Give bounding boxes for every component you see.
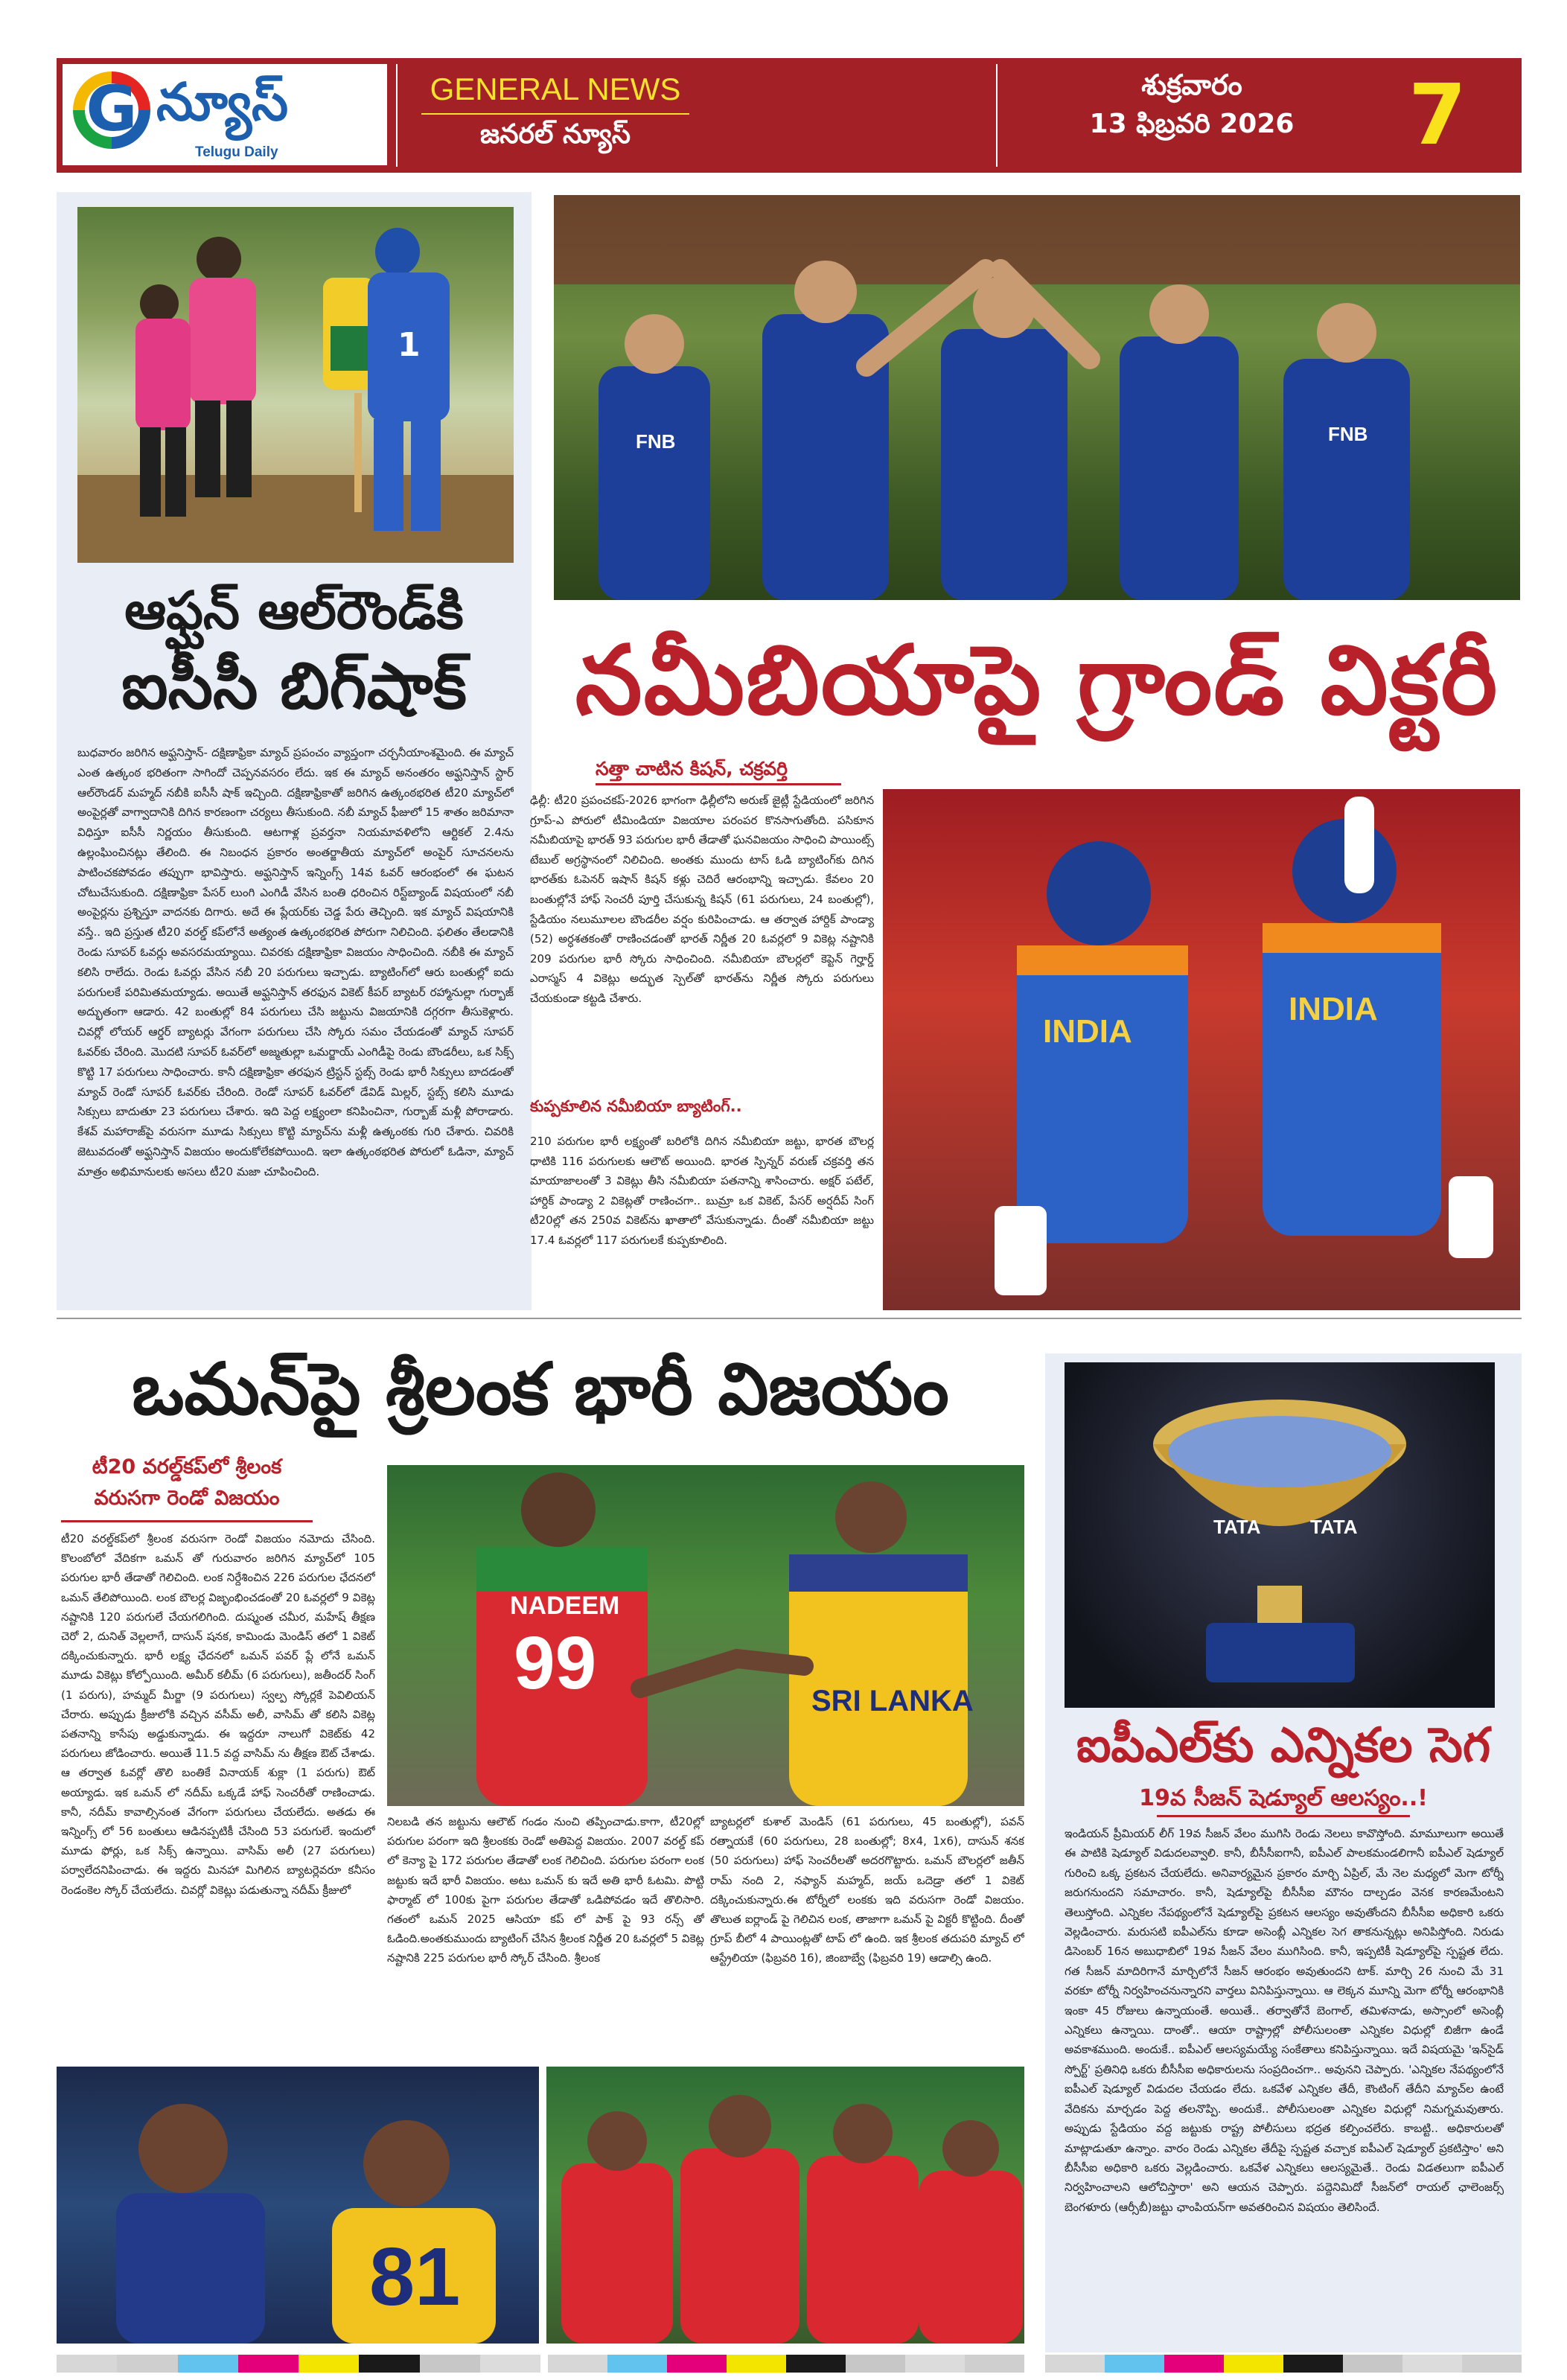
masthead-divider xyxy=(996,64,998,167)
namibia-jersey-text: FNB xyxy=(636,430,676,453)
story-ipl-panel xyxy=(1045,1353,1522,2352)
logo-letter: G xyxy=(86,72,138,145)
paper-title-telugu: జనరల్ న్యూస్ xyxy=(479,119,631,150)
srilanka-jersey-text: SRI LANKA xyxy=(811,1685,974,1717)
print-color-bar xyxy=(57,2355,540,2373)
afghan-headline-line1: ఆఫ్ఘన్ ఆల్‌రౌండ్‌కి xyxy=(124,580,464,641)
svg-text:1: 1 xyxy=(398,326,421,364)
celebration-jersey-number: 81 xyxy=(369,2231,461,2323)
ipl-subhead: 19వ సీజన్ షెడ్యూల్ ఆలస్యం..! xyxy=(1139,1785,1428,1811)
namibia-subhead-batting: కుప్పకూలిన నమీబియా బ్యాటింగ్.. xyxy=(530,1097,742,1115)
masthead-divider xyxy=(396,64,398,167)
section-divider xyxy=(57,1318,1522,1319)
namibia-headline: నమీబియాపై గ్రాండ్ విక్టరీ xyxy=(575,625,1499,736)
photo-namibia-team-celebration xyxy=(554,195,1520,600)
srilanka-celebration-illustration xyxy=(57,2067,539,2344)
handshake-illustration xyxy=(387,1465,1024,1806)
photo-srilanka-celebration xyxy=(57,2067,539,2344)
srilanka-subhead-box xyxy=(61,1452,313,1522)
tata-logo-text: TATA xyxy=(1213,1516,1261,1538)
issue-day: శుక్రవారం xyxy=(1141,68,1242,101)
namibia-story-body-part2: 210 పరుగుల భారీ లక్ష్యంతో బరిలోకి దిగిన నమీబియా జట్టు, భారత బౌలర్ల ధాటికి 116 పరుగులకు ఆలౌట్ అయింది. భారత స్పిన్నర్ వరుణ్ చక్రవర్తి తన మాయాజాలంతో 3 వికెట్లు తీసి నమీబియా పతనాన్ని శాసించారు. అక్షర్ పటేల్, హార్దిక్ పాండ్యా 2 వికెట్లతో రాణించగా.. బుమ్రా ఒక వికెట్, పేసర్ అర్షదీప్ సింగ్ టీ20ల్లో తన 250వ వికెట్‌ను ఖాతాలో వేసుకున్నాడు. దీంతో నమీబియా జట్టు 17.4 ఓవర్లలో 117 పరుగులకే కుప్పకూలింది. xyxy=(530,1135,874,1247)
story-afghan-panel xyxy=(57,192,532,1310)
oman-huddle-illustration xyxy=(546,2067,1024,2344)
photo-umpire-argument xyxy=(77,207,514,563)
tata-logo-text: TATA xyxy=(1310,1516,1358,1538)
india-jersey-text: INDIA xyxy=(1043,1013,1132,1050)
masthead xyxy=(57,58,1522,173)
issue-date: 13 ఫిబ్రవరి 2026 xyxy=(1089,109,1295,139)
srilanka-story-body-part2: నిలబడి తన జట్టును ఆలౌట్ గండం నుంచి తప్పించాడు.కాగా, టీ20ల్లో పరుగుల పరంగా ఇది శ్రీలంకకు రెండో అతిపెద్ద విజయం. 2007 వరల్డ్ కప్ లో కెన్యా పై 172 పరుగుల తేడాతో లంక గెలిచింది. పరుగుల పరంగా లంక జట్టుకు ఇదే భారీ విజయం. అటు ఒమన్ కు ఇదే అతి భారీ ఓటమి. పొట్టి ఫార్మాట్ లో 100కు పైగా పరుగుల తేడాతో ఒడిపోవడం ఇదే తొలిసారి. గతంలో ఒమన్ 2025 ఆసియా కప్ లో పాక్ పై 93 రన్స్ తో ఓడింది.అంతకుముందు బ్యాటింగ్ చేసిన శ్రీలంక నిర్ణీత 20 ఓవర్లలో 5 వికెట్ల నష్టానికి 225 పరుగుల భారీ స్కోర్ చేసింది. శ్రీలంక xyxy=(387,1815,704,1965)
srilanka-subhead: టీ20 వరల్డ్‌కప్‌లో శ్రీలంక వరుసగా రెండో విజయం xyxy=(92,1455,282,1510)
afghan-story-body: బుధవారం జరిగిన అఫ్ఘనిస్తాన్- దక్షిణాఫ్రికా మ్యాచ్ ప్రపంచం వ్యాప్తంగా చర్చనీయాంశమైంది. ఈ మ్యాచ్ ఎంత ఉత్కంఠ భరితంగా సాగిందో చెప్పనవసరం లేదు. ఇక ఈ మ్యాచ్ అనంతరం అఫ్ఘనిస్తాన్ స్టార్ ఆల్‌రౌండర్ మహ్మద్ నబీకి ఐసీసీ షాక్ ఇచ్చింది. దక్షిణాఫ్రికాతో జరిగిన ఉత్కంఠభరిత టీ20 మ్యాచ్‌లో అంపైర్లతో వాగ్వాదానికి దిగిన కారణంగా చర్యలు తీసుకుంది. నబీ మ్యాచ్ ఫీజులో 15 శాతం జరిమానా విధిస్తూ ఐసీసీ నిర్ణయం తీసుకుంది. ఆటగాళ్ల ప్రవర్తనా నియమావళిలోని ఆర్టికల్ 2.4ను ఉల్లంఘించినట్లు తేలింది. ఈ నిబంధన ప్రకారం అంతర్జాతీయ మ్యాచ్‌లో అంపైర్ సూచనలను పాటించకపోవడం తప్పుగా భావిస్తారు. అఫ్ఘనిస్తాన్ ఇన్నింగ్స్ 14వ ఓవర్ ఆరంభంలో ఈ ఘటన చోటుచేసుకుంది. దక్షిణాఫ్రికా పేసర్ లుంగి ఎంగిడీ వేసిన బంతి ధరించిన రిస్ట్‌బ్యాండ్ విషయంలో నబీ అంపైర్లను ప్రశ్నిస్తూ వాదనకు దిగారు. అదే ఈ ప్లేయర్‌కు చెడ్డ పేరు తెచ్చింది. ఇక మ్యాచ్ విషయానికి వస్తే.. ఇది ప్రస్తుత టీ20 వరల్డ్ కప్‌లోనే అత్యంత ఉత్కంఠభరిత పోరుగా నిలిచింది. ఫలితం తేలడానికి రెండు సూపర్ ఓవర్లు అవసరమయ్యాయి. చివరకు దక్షిణాఫ్రికా విజయం సాధించింది. నబీకి ఈ మ్యాచ్ కలిసి రాలేదు. రెండు ఓవర్లు వేసిన నబీ 20 పరుగులు ఇచ్చాడు. బ్యాటింగ్‌లో ఆరు బంతుల్లో ఐదు పరుగులకే పరిమితమయ్యాడు. అయితే అఫ్ఘనిస్తాన్ తరఫున వికెట్ కీపర్ బ్యాటర్ రహ్మానుల్లా గుర్బాజ్ అద్భుతంగా ఆడారు. 42 బంతుల్లో 84 పరుగులు చేసి జట్టును విజయానికి దగ్గరగా తీసుకెళ్లారు. చివర్లో లోయర్ ఆర్డర్ బ్యాటర్లు వేగంగా పరుగులు చేసి స్కోరు సమం చేయడంతో మ్యాచ్ సూపర్ ఓవర్‌కు చేరింది. మొదటి సూపర్ ఓవర్‌లో అజ్మతుల్లా ఒమర్జాయ్ ఎంగిడీపై రెండు బౌండరీలు, ఒక సిక్స్ కొట్టి 17 పరుగులు సాధించారు. కానీ దక్షిణాఫ్రికా తరఫున ట్రిస్టన్ స్టబ్స్ రెండు భారీ సిక్సులు బాదడంతో మ్యాచ్ రెండో సూపర్ ఓవర్‌కు చేరింది. రెండో సూపర్ ఓవర్‌లో డేవిడ్ మిల్లర్, స్టబ్స్ కలిసి మూడు సిక్సులు బాదుతూ 23 పరుగులు చేశారు. ఇది పెద్ద లక్ష్యంలా కనిపించినా, గుర్బాజ్ మళ్లీ పోరాడారు. కేశవ్ మహారాజ్‌పై వరుసగా మూడు సిక్సులు కొట్టి మ్యాచ్‌ను మళ్లీ ఉత్కంఠకు గురి చేశారు. చివరికి జెటువదంతో అఫ్ఘనిస్తాన్ విజయం అందుకోలేకపోయింది. ఇలా ఉత్కంఠభరిత పోరులో ఓడినా, మ్యాచ్ మాత్రం అభిమానులకు అసలు టీ20 మజా చూపించింది. xyxy=(77,746,514,1178)
photo-oman-team-huddle xyxy=(546,2067,1024,2344)
subhead-rule xyxy=(1157,1815,1410,1817)
ipl-headline: ఐపీఎల్‌కు ఎన్నికల సెగ xyxy=(1076,1718,1491,1773)
srilanka-headline: ఒమన్‌పై శ్రీలంక భారీ విజయం xyxy=(132,1347,949,1431)
oman-player-name: NADEEM xyxy=(510,1592,620,1620)
page-number: 7 xyxy=(1408,67,1467,164)
photo-oman-srilanka-handshake xyxy=(387,1465,1024,1806)
paper-title-english: GENERAL NEWS xyxy=(430,71,681,106)
photo-ipl-trophy xyxy=(1065,1362,1495,1708)
ipl-trophy-illustration xyxy=(1065,1362,1495,1708)
namibia-jersey-text: FNB xyxy=(1328,423,1368,445)
photo-india-batters xyxy=(883,789,1520,1310)
logo-subtitle: Telugu Daily xyxy=(195,144,278,160)
srilanka-story-body-part1: టీ20 వరల్డ్‌కప్‌లో శ్రీలంక వరుసగా రెండో విజయం నమోదు చేసింది. కొలంబోలో వేదికగా ఒమన్ తో గురువారం జరిగిన మ్యాచ్‌లో 105 పరుగుల భారీ తేడాతో గెలిచింది. లంక నిర్దేశించిన 226 పరుగుల ఛేదనలో ఒమన్ తేలిపోయింది. లంక బౌలర్ల విజృంభించడంతో 20 ఓవర్లలో 9 వికెట్ల నష్టానికి 120 పరుగులే చేయగలిగింది. దుష్మంత చమీర, మహేష్ తీక్షణ చెరో 2, దునిత్ వెల్లలాగే, దాసున్ షనక, కామిండు మెండిస్ తలో 1 వికెట్ దక్కించుకున్నారు. భారీ లక్ష్య ఛేదనలో ఒమన్ పవర్ ప్లే లోనే ఒమన్ మూడు వికెట్లు కోల్పోయింది. అమీర్ కలీమ్ (6 పరుగులు), జతీందర్ సింగ్ (1 పరుగు), హమ్మద్ మీర్జా (9 పరుగులు) స్వల్ప స్కోర్లకే పెవిలియన్ చేరారు. అప్పుడు క్రీజులోకి వచ్చిన వసీమ్ అలీ, వాసిమ్ తో కలిసి వికెట్ల పతనాన్ని కాసేపు అడ్డుకున్నాడు. ఈ ఇద్దరూ నాలుగో వికెట్‌కు 42 పరుగులు జోడించారు. అయితే 11.5 వద్ద వాసిమ్ ను తీక్షణ ఔట్ చేశాడు. ఆ తర్వాత ఓవర్లో తొలి బంతికే వినాయక్ శుక్లా (1 పరుగు) ఔట్ అయ్యాడు. ఇక ఒమన్ లో నదీమ్ ఒక్కడే హాఫ్ సెంచరీతో రాణించాడు. కానీ, నదీమ్ కావాల్సినంత వేగంగా పరుగులు చేయలేదు. అతడు ఈ ఇన్నింగ్స్ లో 56 బంతులు ఆడినప్పటికీ చేసింది 53 పరుగులే. ఇందులో మూడు ఫోర్లు, ఒక సిక్స్ ఉన్నాయి. వాసిమ్ అలీ (27 పరుగులు) పర్వాలేదనిపించాడు. ఈ ఇద్దరు మినహా మిగిలిన బ్యాటర్లెవరూ కనీసం రెండంకెల స్కోర్ చేయలేదు. చివర్లో వికెట్లు పడుతున్నా నదీమ్ క్రీజులో xyxy=(61,1532,375,1897)
subhead-rule xyxy=(596,783,841,785)
title-rule xyxy=(421,113,689,115)
print-color-bar xyxy=(1045,2355,1522,2373)
namibia-team-illustration xyxy=(554,195,1520,600)
srilanka-story-body-part3: బ్యాటర్లలో కుశాల్ మెండిస్ (61 పరుగులు, 45 బంతుల్లో), పవన్ రత్నాయకే (60 పరుగులు, 28 బంతుల్లో; 8x4, 1x6), దాసున్ శనక (50 పరుగులు) హాఫ్ సెంచరీలతో అదరగొట్టారు. ఒమన్ బౌలర్లలో జతీన్ రామ్ నంది 2, నఫ్యాన్ మహ్మద్, జయ్ ఒదెడ్రా తలో 1 వికెట్ దక్కించుకున్నారు.ఈ టోర్నీలో లంకకు ఇది వరుసగా రెండో విజయం. తొలుత ఐర్లాండ్ పై గెలిచిన లంక, తాజాగా ఒమన్ పై విక్టరీ కొట్టింది. దీంతో గ్రూప్ బీలో 4 పాయింట్లతో టాప్ లో ఉంది. ఇక శ్రీలంక తదుపరి మ్యాచ్ లో ఆస్ట్రేలియా (ఫిబ్రవరి 16), జింబాబ్వే (ఫిబ్రవరి 19) ఆడాల్సి ఉంది. xyxy=(710,1815,1024,1965)
india-batters-illustration xyxy=(883,789,1520,1310)
namibia-story-body-part1: ఢిల్లీ: టీ20 ప్రపంచకప్-2026 భాగంగా ఢిల్లీలోని అరుణ్ జైట్లీ స్టేడియంలో జరిగిన గ్రూప్-ఎ పోరులో టీమిండియా విజయాల పరంపర కొనసాగుతోంది. పసికూన నమీబియాపై భారత్ 93 పరుగుల భారీ తేడాతో ఘనవిజయం సాధించి పాయింట్స్ టేబుల్ అగ్రస్థానంలో నిలిచింది. అంతకు ముందు టాస్ ఓడి బ్యాటింగ్‌కు దిగిన భారత్‌కు ఓపెనర్ ఇషాన్ కిషన్ కళ్లు చెదిరే ఆరంభాన్ని ఇచ్చాడు. కేవలం 20 బంతుల్లోనే హాఫ్ సెంచరీ పూర్తి చేసుకున్న కిషన్ (61 పరుగులు, 24 బంతుల్లో), స్టేడియం నలుమూలల బౌండరీల వర్షం కురిపించాడు. ఆ తర్వాత హార్దిక్ పాండ్యా (52) అర్ధశతకంతో రాణించడంతో భారత్ నిర్ణీత 20 ఓవర్లలో 9 వికెట్ల నష్టానికి 209 పరుగుల భారీ స్కోరు సాధించింది. నమీబియా బౌలర్లలో కెప్టెన్ గెర్హార్డ్ ఎరాస్మస్ 4 వికెట్లు అద్భుత స్పెల్‌తో భారత్‌ను నిర్ణీత స్కోరు పరుగులు చేయకుండా కట్టడి చేశారు. xyxy=(530,794,874,1005)
logo xyxy=(63,64,387,165)
namibia-subhead: సత్తా చాటిన కిషన్, చక్రవర్తి xyxy=(596,758,788,779)
india-jersey-text: INDIA xyxy=(1289,991,1378,1027)
print-color-bar xyxy=(548,2355,1024,2373)
ipl-story-body: ఇండియన్ ప్రీమియర్ లీగ్ 19వ సీజన్ వేలం ముగిసి రెండు నెలలు కావొస్తోంది. మామూలుగా అయితే ఈ పాటికి షెడ్యూల్ విడుదలవ్వాలి. కానీ, బీసీసీఐగానీ, ఐపీఎల్ పాలకమండలిగానీ ఐపీఎల్ షెడ్యూల్ గురించి ఒక్క ప్రకటన చేయలేదు. అనివార్యమైన ప్రకారం మార్చి ఏప్రిల్, మే నెల మధ్యలో మెగా టోర్నీ జరుగనుందని సమాచారం. కానీ, షెడ్యూల్‌పై బీసీసీఐ మౌనం దాల్చడం వెనక కారణమేంటని తెలుస్తోంది. ఎన్నికల నేపథ్యంలోనే షెడ్యూల్‌పై ప్రకటన ఆలస్యం అవుతోందని బీసీసీఐ అధికారి ఒకరు వెల్లడించారు. మరుసటి ఐపీఎల్‌ను కూడా అసెంబ్లీ ఎన్నికల సెగ తాకనున్నట్లు అనిపిస్తోంది. నిరుడు డిసెంబర్ 16న అబుధాబిలో 19వ సీజన్ వేలం ముగిసింది. కానీ, ఇప్పటికీ షెడ్యూల్‌పై స్పష్టత లేదు. గత సీజన్ మాదిరిగానే మార్చిలోనే సీజన్ ఆరంభం అవుతుందని టాక్. మార్చి 26 నుంచి మే 31 వరకూ టోర్నీ నిర్వహించనున్నారని వార్తలు వినిపిస్తున్నాయి. ఆ లెక్కన మూన్ని మెగా టోర్నీ ఆరంభానికి ఇంకా 45 రోజులు ఉన్నాయంతే. అయితే.. తర్వాతోనే బెంగాల్, తమిళనాడు, అస్సాంలో అసెంబ్లీ ఎన్నికలు ఉన్నాయి. దాంతో.. ఆయా రాష్ట్రాల్లో పోలీసులంతా ఎన్నికల విధుల్లో బిజీగా ఉండే అవకాశముంది. అందుకే.. ఐపీఎల్ ఆలస్యమయ్యే సంకేతాలు కనిపిస్తున్నాయి. ఇదే విషయమై 'ఇన్‌సైడ్ స్పోర్ట్' ప్రతినిధి ఒకరు బీసీసీఐ అధికారులను సంప్రదించగా.. అవునని చెప్పారు. 'ఎన్నికల నేపథ్యంలోనే ఐపీఎల్ షెడ్యూల్ విడుదల చేయడం లేదు. ఒకవేళ ఎన్నికల తేదీ, కౌంటింగ్ తేదీని మ్యాచ్‌ల ఉంటే వేదికను మార్చడం పెద్ద తలనొప్పి. అందుకే.. పోలీసులంతా ఎన్నికల విధుల్లో నిమగ్నమవుతారు. అప్పుడు స్టేడియం వద్ద జట్టుకు రాష్ట్ర పోలీసులు భద్రత కల్పించలేరు. కాబట్టి.. అధికారులతో మాట్లాడుతూ ఉన్నాం. వారం రెండు ఎన్నికల తేదీపై స్పష్టత వచ్చాక ఐపీఎల్ షెడ్యూల్ ప్రకటిస్తాం' అని బీసీసీఐ అధికారి ఒకరు వెల్లడించారు. ఒకవేళ ఎన్నికలు ఆలస్యమైతే.. రెండు విడతలుగా ఐపీఎల్ నిర్వహించాలని ఆలోచిస్తారా' అని ఆయన చెప్పారు. పద్దెనిమిదో సీజన్‌లో రాయల్ ఛాలెంజర్స్ బెంగళూరు (ఆర్సీబీ)జట్టు ఛాంపియన్‌గా అవతరించిన విషయం తెలిసిందే. xyxy=(1065,1827,1504,2214)
logo-name: న్యూస్ xyxy=(156,71,289,133)
umpire-scene-illustration xyxy=(77,207,514,563)
subhead-rule xyxy=(61,1520,313,1522)
oman-player-number: 99 xyxy=(514,1621,597,1705)
afghan-headline-line2: ఐసీసీ బిగ్‌షాక్ xyxy=(121,649,467,724)
